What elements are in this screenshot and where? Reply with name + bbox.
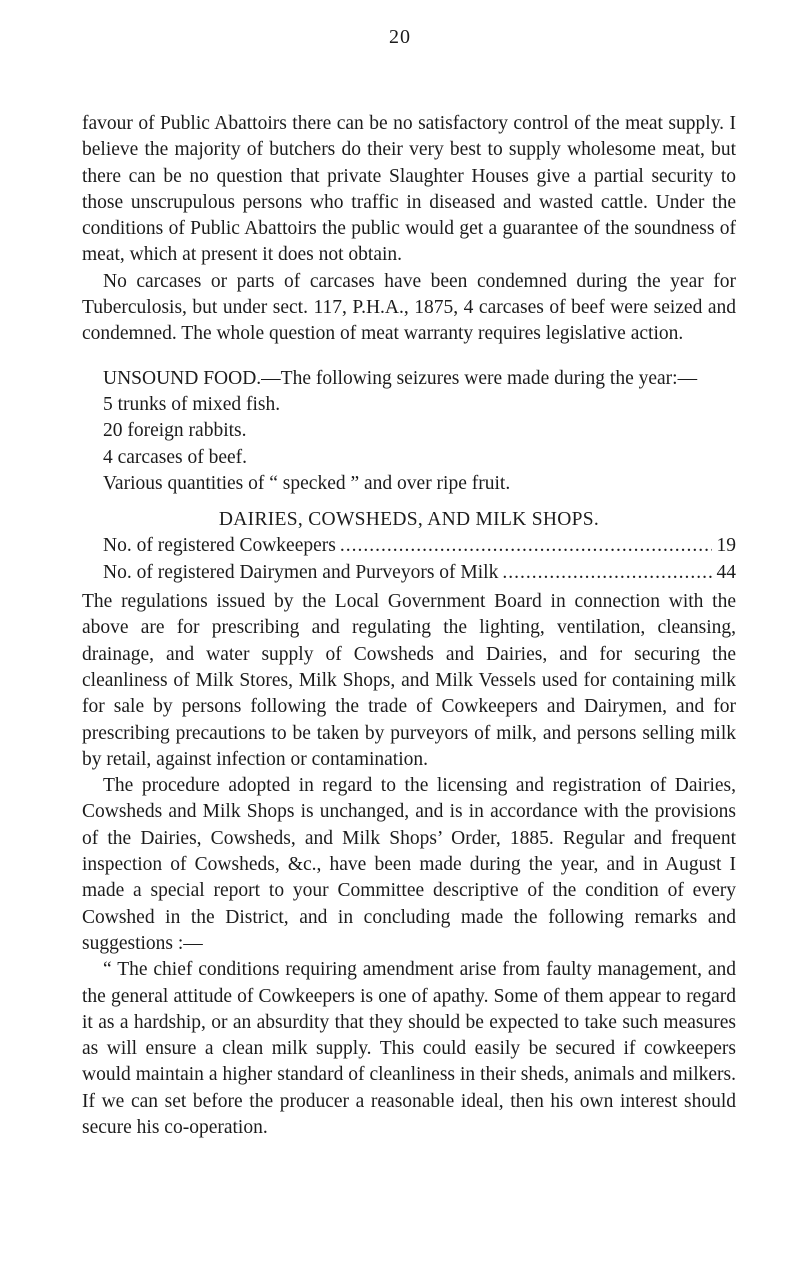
register-value: 19 (716, 535, 736, 557)
seizure-list (82, 392, 736, 497)
page-number: 20 (389, 26, 411, 48)
paragraph-tuberculosis: No carcases or parts of carcases have been condemned during the year for Tuberculosis, but under sect. 117, P.H.A., 1875, 4 carcases of beef were seized and condemned. The whole question of meat warranty requires legislative action. (82, 270, 736, 345)
section-heading-dairies: DAIRIES, COWSHEDS, AND MILK SHOPS. (218, 509, 600, 531)
leader-dots (502, 560, 712, 586)
list-item: 5 trunks of mixed fish. (103, 393, 281, 415)
register-label: No. of registered Cowkeepers (103, 535, 336, 557)
register-value: 44 (716, 561, 736, 583)
list-item: Various quantities of “ specked ” and over ripe fruit. (103, 472, 511, 494)
paragraph-procedure: The procedure adopted in regard to the licensing and registration of Dairies, Cowsheds and Milk Shops is unchanged, and is in accordance with the provisions of the Dairies, Cowsheds, and Milk Shops’ Order, 1885. Regular and frequent inspection of Cowsheds, &c., have been made during the year, and in August I made a special report to your Committee descriptive of the condition of every Cowshed in the District, and in concluding made the following remarks and suggestions :— (82, 775, 736, 954)
register-row-dairymen (82, 560, 736, 586)
paragraph-regulations: The regulations issued by the Local Government Board in connection with the above are for prescribing and regulating the lighting, ventilation, cleansing, drainage, and water supply of Cowsheds and Dairies, and for securing the cleanliness of Milk Stores, Milk Shops, and Milk Vessels used for containing milk for sale by persons following the trade of Cowkeepers and Dairymen, and for prescribing precautions to be taken by purveyors of milk, and persons selling milk by retail, against infection or contamination. (82, 591, 736, 770)
list-item: 20 foreign rabbits. (103, 420, 247, 442)
leader-dots (340, 533, 712, 559)
paragraph-unsound-food: UNSOUND FOOD.—The following seizures were made during the year:— (103, 367, 698, 389)
register-label: No. of registered Dairymen and Purveyors of Milk (103, 561, 499, 583)
page-body (82, 111, 736, 1141)
paragraph-abattoirs: favour of Public Abattoirs there can be no satisfactory control of the meat supply. I believe the majority of butchers do their very best to supply wholesome meat, but there can be no question that private Slaughter Houses give a partial security to those unscrupulous persons who traffic in diseased and wasted cattle. Under the conditions of Public Abattoirs the public would get a guarantee of the soundness of meat, which at present it does not obtain. (82, 113, 736, 266)
list-item: 4 carcases of beef. (103, 446, 247, 468)
register-row-cowkeepers (82, 533, 736, 559)
paragraph-quote: “ The chief conditions requiring amendment arise from faulty management, and the general attitude of Cowkeepers is one of apathy. Some of them appear to regard it as a hardship, or an absurdity that they should be expected to take such measures as will ensure a clean milk supply. This could easily be secured if cowkeepers would maintain a higher standard of cleanliness in their sheds, animals and milkers. If we can set before the producer a reasonable ideal, then his own interest should secure his co-operation. (82, 959, 736, 1138)
